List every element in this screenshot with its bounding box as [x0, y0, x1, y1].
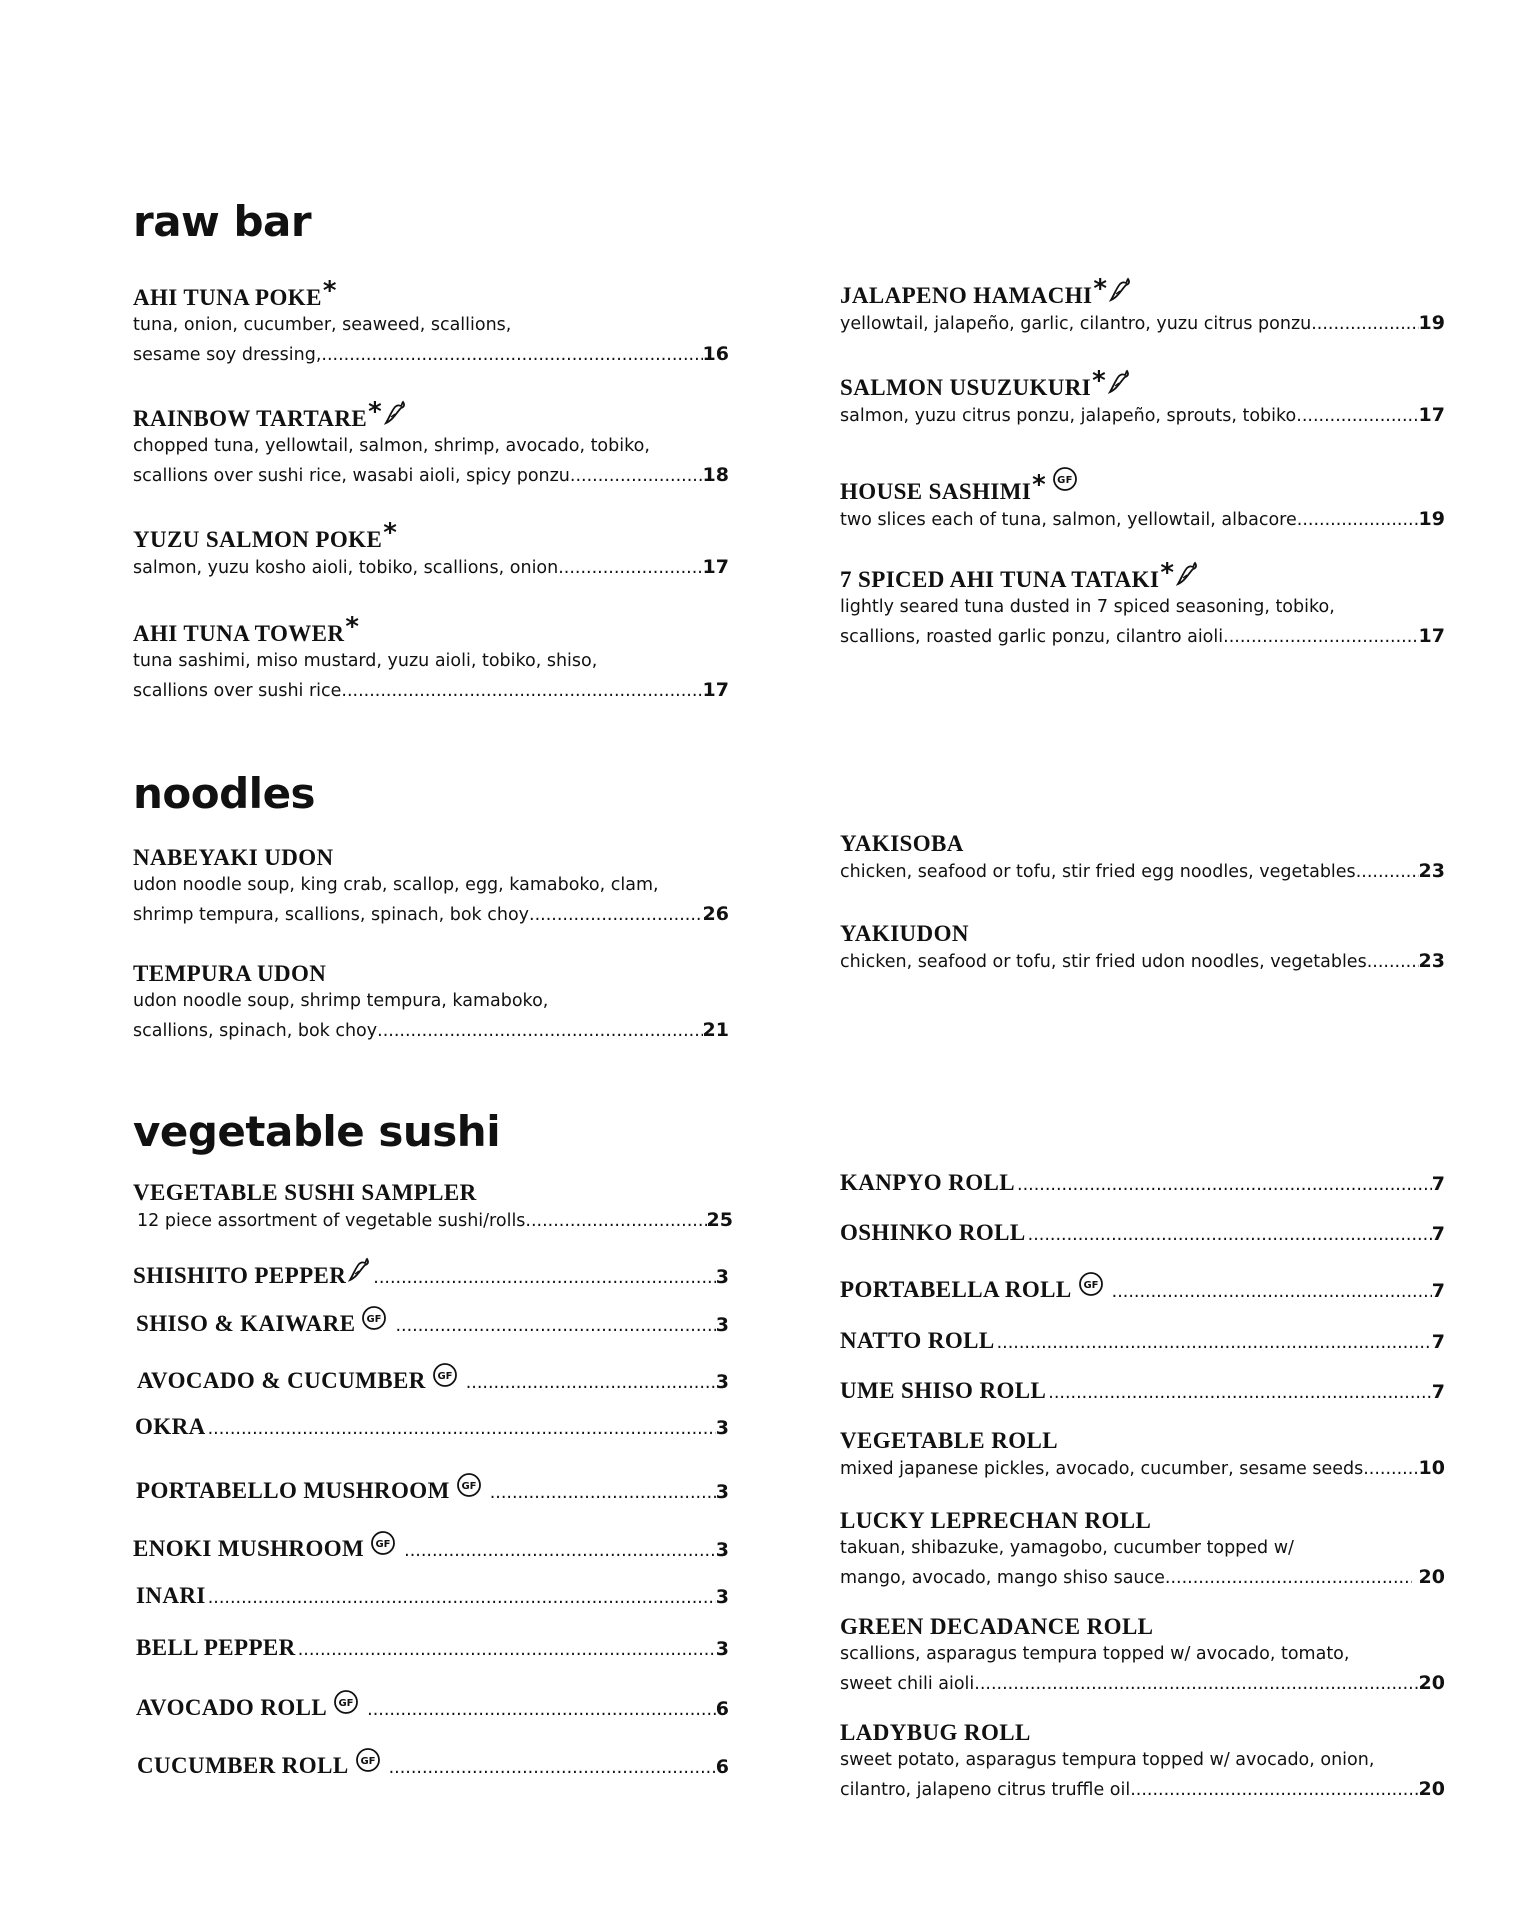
menu-item	[840, 921, 1445, 977]
item-price: 3	[715, 1266, 729, 1288]
raw-asterisk: *	[1160, 558, 1175, 588]
dot-leader	[389, 1758, 716, 1778]
dot-leader	[570, 462, 703, 491]
item-name: SHISHITO PEPPER	[133, 1263, 347, 1288]
dot-leader	[1017, 1175, 1432, 1195]
item-description: scallions over sushi rice, wasabi aioli, spicy ponzu	[133, 466, 570, 486]
dot-leader	[974, 1670, 1418, 1699]
item-price: 6	[715, 1698, 729, 1720]
item-description: mixed japanese pickles, avocado, cucumber, sesame seeds	[840, 1459, 1364, 1479]
item-description: salmon, yuzu citrus ponzu, jalapeño, sprouts, tobiko	[840, 406, 1297, 426]
item-name: LADYBUG ROLL	[840, 1720, 1031, 1745]
item-description: shrimp tempura, scallions, spinach, bok choy	[133, 905, 530, 925]
svg-text:GF: GF	[1083, 1280, 1099, 1291]
menu-item	[135, 1414, 729, 1440]
item-name: VEGETABLE SUSHI SAMPLER	[133, 1180, 477, 1205]
dot-leader	[1112, 1282, 1432, 1302]
dot-leader	[321, 341, 702, 370]
menu-item	[840, 1428, 1445, 1484]
dot-leader	[404, 1541, 716, 1561]
item-name: AVOCADO & CUCUMBER	[137, 1368, 426, 1393]
menu-item	[133, 399, 729, 491]
item-price: 3	[715, 1586, 729, 1608]
dot-leader	[490, 1483, 716, 1503]
dot-leader	[529, 901, 703, 930]
raw-asterisk: *	[345, 612, 360, 642]
item-price: 7	[1431, 1280, 1445, 1302]
menu-item	[136, 1689, 729, 1721]
svg-text:GF: GF	[437, 1371, 453, 1382]
svg-text:GF: GF	[360, 1756, 376, 1767]
item-name: PORTABELLA ROLL	[840, 1277, 1072, 1302]
dot-leader	[1356, 858, 1419, 887]
menu-item	[840, 560, 1445, 652]
dot-leader	[1223, 623, 1418, 652]
section-title-raw-bar: raw bar	[133, 197, 312, 246]
dot-leader	[373, 1268, 715, 1288]
gluten-free-icon	[1078, 1271, 1104, 1302]
menu-item	[133, 1530, 729, 1562]
item-name: TEMPURA UDON	[133, 961, 327, 986]
item-price: 7	[1431, 1331, 1445, 1353]
item-description: mango, avocado, mango shiso sauce	[840, 1568, 1165, 1588]
menu-item	[136, 1583, 729, 1609]
item-price: 7	[1431, 1223, 1445, 1245]
item-description: 12 piece assortment of vegetable sushi/rolls	[137, 1211, 526, 1231]
raw-asterisk: *	[368, 397, 383, 427]
item-price: 20	[1418, 1672, 1445, 1694]
item-price: 17	[702, 679, 729, 701]
dot-leader	[208, 1419, 716, 1439]
section-title-noodles: noodles	[133, 769, 316, 818]
menu-item	[137, 1747, 729, 1779]
item-name: NABEYAKI UDON	[133, 845, 334, 870]
item-description: two slices each of tuna, salmon, yellowtail, albacore	[840, 510, 1297, 530]
item-price: 20	[1411, 1566, 1445, 1588]
item-description: takuan, shibazuke, yamagobo, cucumber topped w/	[840, 1538, 1294, 1558]
item-description: scallions, spinach, bok choy	[133, 1021, 378, 1041]
menu-item	[840, 831, 1445, 887]
item-description: scallions, roasted garlic ponzu, cilantro aioli	[840, 627, 1224, 647]
raw-asterisk: *	[322, 276, 337, 306]
item-name: UME SHISO ROLL	[840, 1378, 1047, 1403]
item-price: 17	[1418, 625, 1445, 647]
svg-text:GF: GF	[1057, 475, 1074, 486]
menu-item	[133, 845, 729, 930]
gluten-free-icon	[456, 1472, 482, 1503]
menu-item	[133, 614, 729, 706]
dot-leader	[525, 1207, 706, 1236]
menu-item	[136, 1635, 729, 1661]
chili-pepper-icon	[383, 400, 407, 432]
item-description: sweet potato, asparagus tempura topped w/ avocado, onion,	[840, 1750, 1375, 1770]
item-price: 26	[702, 903, 729, 925]
item-name: OKRA	[135, 1414, 206, 1439]
menu-item	[840, 276, 1445, 339]
dot-leader	[1048, 1383, 1432, 1403]
menu-item	[840, 1614, 1445, 1699]
item-name: RAINBOW TARTARE	[133, 406, 368, 431]
item-name: LUCKY LEPRECHAN ROLL	[840, 1508, 1152, 1533]
item-description: udon noodle soup, shrimp tempura, kamaboko,	[133, 991, 549, 1011]
raw-asterisk: *	[1032, 470, 1047, 500]
menu-item	[136, 1472, 729, 1504]
menu-item	[840, 368, 1445, 431]
item-name: YUZU SALMON POKE	[133, 527, 383, 552]
dot-leader	[1028, 1225, 1432, 1245]
item-price: 20	[1418, 1778, 1445, 1800]
chili-pepper-icon	[1107, 369, 1131, 401]
dot-leader	[466, 1373, 716, 1393]
menu-item	[840, 1508, 1445, 1593]
item-name: OSHINKO ROLL	[840, 1220, 1026, 1245]
dot-leader	[367, 1700, 716, 1720]
dot-leader	[1297, 506, 1419, 535]
dot-leader	[1165, 1564, 1412, 1593]
dot-leader	[298, 1640, 716, 1660]
gluten-free-icon	[333, 1689, 359, 1720]
item-description: tuna, onion, cucumber, seaweed, scallions,	[133, 315, 512, 335]
menu-item	[840, 1328, 1445, 1354]
item-price: 18	[702, 464, 729, 486]
item-name: JALAPENO HAMACHI	[840, 283, 1093, 308]
item-name: HOUSE SASHIMI	[840, 479, 1032, 504]
gluten-free-icon	[370, 1530, 396, 1561]
item-price: 19	[1418, 312, 1445, 334]
menu-item	[840, 1720, 1445, 1805]
item-name: ENOKI MUSHROOM	[133, 1536, 365, 1561]
item-description: lightly seared tuna dusted in 7 spiced seasoning, tobiko,	[840, 597, 1335, 617]
gluten-free-icon	[355, 1747, 381, 1778]
menu-item	[840, 466, 1445, 535]
dot-leader	[341, 677, 702, 706]
dot-leader	[377, 1017, 702, 1046]
item-price: 10	[1418, 1457, 1445, 1479]
item-name: AVOCADO ROLL	[136, 1695, 328, 1720]
menu-item	[840, 1220, 1445, 1246]
item-price: 25	[706, 1209, 733, 1231]
item-description: scallions, asparagus tempura topped w/ avocado, tomato,	[840, 1644, 1350, 1664]
menu-item	[133, 961, 729, 1046]
dot-leader	[1296, 402, 1418, 431]
item-description: cilantro, jalapeno citrus truffle oil	[840, 1780, 1131, 1800]
item-description: scallions over sushi rice	[133, 681, 342, 701]
gluten-free-icon	[361, 1305, 387, 1336]
item-price: 16	[702, 343, 729, 365]
menu-item	[840, 1271, 1445, 1303]
menu-item	[840, 1170, 1445, 1196]
item-price: 3	[715, 1539, 729, 1561]
item-description: chopped tuna, yellowtail, salmon, shrimp, avocado, tobiko,	[133, 436, 650, 456]
menu-item	[133, 520, 729, 583]
item-name: YAKISOBA	[840, 831, 964, 856]
gluten-free-icon	[432, 1362, 458, 1393]
dot-leader	[997, 1333, 1432, 1353]
dot-leader	[558, 554, 702, 583]
dot-leader	[1311, 310, 1418, 339]
item-description: tuna sashimi, miso mustard, yuzu aioli, tobiko, shiso,	[133, 651, 598, 671]
item-price: 17	[1418, 404, 1445, 426]
item-name: YAKIUDON	[840, 921, 969, 946]
svg-text:GF: GF	[375, 1539, 391, 1550]
item-description: salmon, yuzu kosho aioli, tobiko, scallions, onion	[133, 558, 559, 578]
item-description: chicken, seafood or tofu, stir fried udon noodles, vegetables	[840, 952, 1367, 972]
item-name: PORTABELLO MUSHROOM	[136, 1478, 450, 1503]
section-title-vegetable-sushi: vegetable sushi	[133, 1107, 501, 1156]
item-name: 7 SPICED AHI TUNA TATAKI	[840, 567, 1160, 592]
item-price: 3	[715, 1481, 729, 1503]
item-price: 23	[1418, 950, 1445, 972]
item-name: CUCUMBER ROLL	[137, 1753, 349, 1778]
item-description: chicken, seafood or tofu, stir fried egg noodles, vegetables	[840, 862, 1356, 882]
item-price: 7	[1431, 1381, 1445, 1403]
item-name: BELL PEPPER	[136, 1635, 296, 1660]
item-description: sweet chili aioli	[840, 1674, 975, 1694]
item-name: INARI	[136, 1583, 206, 1608]
item-price: 19	[1418, 508, 1445, 530]
svg-text:GF: GF	[338, 1698, 354, 1709]
gluten-free-icon	[1052, 466, 1078, 498]
item-price: 3	[715, 1371, 729, 1393]
item-name: KANPYO ROLL	[840, 1170, 1015, 1195]
item-price: 7	[1431, 1173, 1445, 1195]
item-name: AHI TUNA POKE	[133, 285, 322, 310]
dot-leader	[1363, 1455, 1418, 1484]
chili-pepper-icon	[347, 1257, 371, 1288]
item-price: 3	[715, 1638, 729, 1660]
item-price: 17	[702, 556, 729, 578]
item-description: yellowtail, jalapeño, garlic, cilantro, yuzu citrus ponzu	[840, 314, 1312, 334]
menu-item	[137, 1362, 729, 1394]
item-price: 21	[702, 1019, 729, 1041]
menu-item	[136, 1305, 729, 1337]
item-price: 3	[715, 1314, 729, 1336]
item-price: 3	[715, 1417, 729, 1439]
item-description: udon noodle soup, king crab, scallop, egg, kamaboko, clam,	[133, 875, 659, 895]
menu-item	[133, 1180, 733, 1236]
chili-pepper-icon	[1175, 561, 1199, 593]
item-name: GREEN DECADANCE ROLL	[840, 1614, 1154, 1639]
chili-pepper-icon	[1108, 277, 1132, 309]
svg-text:GF: GF	[366, 1314, 382, 1325]
menu-item	[133, 278, 729, 370]
raw-asterisk: *	[1092, 366, 1107, 396]
menu-item	[133, 1257, 729, 1289]
item-price: 6	[715, 1756, 729, 1778]
raw-asterisk: *	[383, 518, 398, 548]
dot-leader	[1130, 1776, 1418, 1805]
item-description: sesame soy dressing,	[133, 345, 322, 365]
dot-leader	[395, 1316, 715, 1336]
menu-item	[840, 1378, 1445, 1404]
item-price: 23	[1418, 860, 1445, 882]
item-name: NATTO ROLL	[840, 1328, 995, 1353]
svg-text:GF: GF	[461, 1481, 477, 1492]
item-name: SALMON USUZUKURI	[840, 375, 1092, 400]
item-name: VEGETABLE ROLL	[840, 1428, 1058, 1453]
dot-leader	[1367, 948, 1419, 977]
item-name: AHI TUNA TOWER	[133, 621, 345, 646]
raw-asterisk: *	[1093, 274, 1108, 304]
item-name: SHISO & KAIWARE	[136, 1311, 356, 1336]
dot-leader	[208, 1588, 716, 1608]
